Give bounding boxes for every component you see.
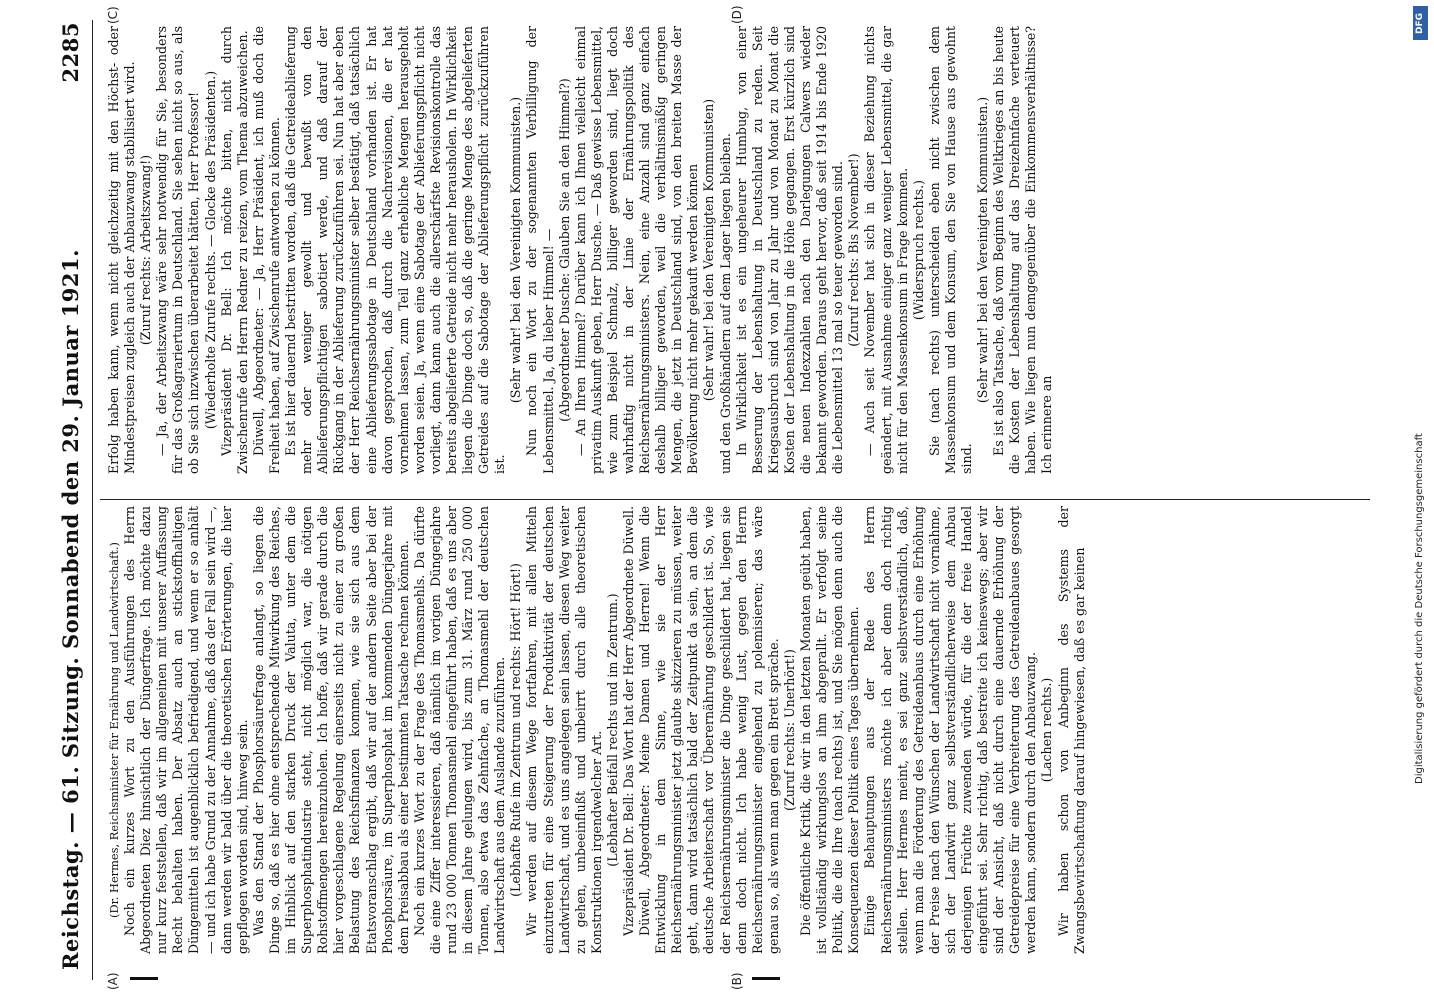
paragraph: Wir haben schon von Anbeginn des Systems der Zwangsbewirtschaftung darauf hingewiesen, daß es gar keinen [1055,506,1087,954]
margin-marker-b: (B) [730,972,744,990]
paragraph: Düwell, Abgeordneter: — Ja, Herr Präsident, ich muß doch die Freiheit haben, auf Zwischenrufe antworten zu können. [250,26,282,474]
paragraph: Erfolg haben kann, wenn nicht gleichzeitig mit den Höchst- oder Mindestpreisen zugleich auch der Anbauzwang stabilisiert wird. [106,26,138,474]
speaker-line: (Dr. Hermes, Reichsminister für Ernährung und Landwirtschaft.) [107,542,121,918]
interjection: (Lachen rechts.) [1039,677,1055,783]
interjection: (Sehr wahr! bei den Vereinigten Kommunisten.) [975,96,991,404]
paragraph: Was den Stand der Phosphorsäurefrage anlangt, so liegen die Dinge so, daß es hier ohne entsprechende Mitwirkung des Reiches, im Hinblick auf den starken Druck der Valuta, unter dem die Superphosphatindustrie steht, nicht möglich war, die nötigen Rohstoffmengen hereinzuholen. Ich hoffe, daß wir gerade durch die hier vorgeschlagene Regelung einerseits nicht zu einer zu großen Belastung des Reichsfinanzen kommen, wie sie sich aus dem Etatsvoranschlag ergibt, daß wir auf der andern Seite aber bei der Phosphorsäure, im Superphosphat im kommenden Düngerjahre mit dem Preisabbau als einer bestimmten Tatsache rechnen können. [250,506,411,954]
paragraph: Einige Behauptungen aus der Rede des Herrn Reichsernährungsministers möchte ich aber denn doch richtig stellen. Herr Hermes meint, es sei ganz selbstverständlich, daß, wenn man die Förderung des Getreideanbaus durch eine Erhöhung der Preise nach den Wünschen der Landwirtschaft nicht vornähme, sich der Landwirt ganz selbstverständlicherweise dem Anbau derjenigen Früchte zuwenden würde, für die der freie Handel eingeführt sei. Sehr richtig, daß bestreite ich keineswegs; aber wir sind der Ansicht, daß nicht durch eine dauernde Erhöhung der Getreidepreise für eine Verbreiterung des Getreideanbaues gesorgt werden kann, sondern durch den Anbauzwang. [862,506,1039,954]
interjection: (Zuruf rechts: Arbeitszwang!) [138,154,154,346]
paragraph: und den Großhändlern auf dem Lager liegen bleiben. [717,133,733,474]
interjection: (Zuruf rechts: Bis November!) [846,153,862,347]
margin-marker-c: (C) [106,6,120,24]
paragraph: Noch ein kurzes Wort zu den Ausführungen des Herrn Abgeordneten Diez hinsichtlich der Düngerfrage. Ich möchte dazu nur kurz feststellen, daß wir im allgemeinen mit unserer Auffassung Recht behalten haben. Der Absatz auch an stickstoffhaltigen Düngemitteln ist augenblicklich befriedigend, und wenn er so anhält — und ich habe Grund zu der Annahme, daß das der Fall sein wird —, dann werden wir bald über die theoretischen Erörterungen, die hier gepflogen worden sind, hinweg sein. [122,506,250,954]
right-column [106,26,1368,474]
paragraph: Nun noch ein Wort zu der sogenannten Verbilligung der Lebensmittel. Ja, du lieber Himmel! — [524,26,556,474]
interjection: (Sehr wahr! bei den Vereinigten Kommunisten) [701,98,717,402]
paragraph: — Auch seit November hat sich in dieser Beziehung nichts geändert, mit Ausnahme einiger ganz weniger Lebensmittel, die gar nicht für den Massenkonsum in Frage kommen. [862,26,910,474]
paragraph: Es ist also Tatsache, daß vom Beginn des Weltkrieges an bis heute die Kosten der Lebenshaltung auf das Dreizehnfache verteuert haben. Wie liegen nun demgegenüber die Einkommensverhältnisse? Ich erinnere an [991,26,1055,474]
paragraph: In Wirklichkeit ist es ein ungeheurer Humbug, von einer Besserung der Lebenshaltung in Deutschland zu reden. Seit Kriegsausbruch sind von Jahr zu Jahr und von Monat zu Monat die Kosten der Lebenshaltung in die Höhe gegangen. Erst kürzlich sind die neuen Indexzahlen nach den Darlegungen Calwers wieder bekannt geworden. Daraus geht hervor, daß seit 1914 bis Ende 1920 die Lebensmittel 13 mal so teuer geworden sind. [733,26,846,474]
page-title: Reichstag. — 61. Sitzung. Sonnabend den 29. Januar 1921. [58,249,83,970]
margin-marker-a: (A) [106,972,120,990]
page-number: 2285 [58,22,83,83]
interjection: (Lebhafter Beifall rechts und im Zentrum.) [604,593,620,867]
left-column [106,506,1368,954]
margin-marker-d: (D) [730,5,744,24]
paragraph: Düwell, Abgeordneter: Meine Damen und Herren! Wenn die Entwicklung in dem Sinne, wie sie der Herr Reichsernährungsminister jetzt glaubte skizzieren zu müssen, weiter geht, dann wird tatsächlich bald der Zeitpunkt da sein, an dem die deutsche Arbeiterschaft vor Überernährung geschildert ist. So, wie der Reichsernährungsminister die Dinge geschildert hat, liegen sie denn doch nicht. Ich habe wenig Lust, gegen den Herrn Reichsernährungsminister eingehend zu polemisieren; das wäre genau so, als wenn man gegen ein Brett spräche. [637,506,781,954]
column-divider [100,499,1370,500]
paragraph: Wir werden auf diesem Wege fortfahren, mit allen Mitteln einzutreten für eine Steigerung der Produktivität der deutschen Landwirtschaft, und es uns angelegen sein lassen, diesen Weg weiter zu gehen, unbeeinflußt und unbeirrt durch alle theoretischen Konstruktionen irgendwelcher Art. [524,506,604,954]
paragraph: Sie (nach rechts) unterscheiden eben nicht zwischen dem Massenkonsum und dem Konsum, den Sie von Hause aus gewohnt sind. [926,26,974,474]
header-rule [92,20,93,980]
interjection: (Abgeordneter Dusche: Glauben Sie an den Himmel?) [556,78,572,422]
margin-rule-a [130,977,158,980]
interjection: (Widerspruch rechts.) [910,179,926,321]
paragraph: Vizepräsident Dr. Bell: Das Wort hat der Herr Abgeordnete Düwell. [621,506,636,936]
dfg-logo: DFG [1413,6,1428,40]
paragraph: Die öffentliche Kritik, die wir in den letzten Monaten geübt haben, ist vollständig wirkungslos an ihm abgeprallt. Er verfolgt seine Politik, die die Ihre (nach rechts) ist, und Sie mögen denn auch die Konsequenzen dieser Politik eines Tages übernehmen. [798,506,862,954]
margin-rule-b [752,977,780,980]
dfg-attribution-text: Digitalisierung gefördert durch die Deutsche Forschungsgemeinschaft [1414,433,1425,784]
newspaper-page [40,0,1385,1000]
interjection: (Lebhafte Rufe im Zentrum und rechts: Hört! Hört!) [508,563,524,897]
interjection: (Sehr wahr! bei den Vereinigten Kommunisten.) [508,96,524,404]
paragraph: Vizepräsident Dr. Bell: Ich möchte bitten, nicht durch Zwischenrufe den Herrn Redner zu reizen, vom Thema abzuweichen. [218,26,250,474]
dfg-attribution [1411,0,1433,1000]
interjection: (Zuruf rechts: Unerhört!) [781,649,797,811]
running-head [58,0,88,1000]
interjection: (Wiederholte Zurufe rechts. — Glocke des Präsidenten.) [202,70,218,430]
paragraph: Noch ein kurzes Wort zu der Frage des Thomasmehls. Da dürfte die eine Ziffer interessieren, daß nämlich im vorigen Düngerjahre rund 23 000 Tonnen Thomasmehl eingeführt haben, daß es uns aber in diesem Jahre gelungen wird, bis zum 31. März rund 250 000 Tonnen, also etwa das Zehnfache, an Thomasmehl der deutschen Landwirtschaft aus dem Auslande zuzuführen. [411,506,508,954]
paragraph: — Ja, der Arbeitszwang wäre sehr notwendig für Sie, besonders für das Großagrariertum in Deutschland. Sie sehen nicht so aus, als ob Sie sich inzwischen überarbeitet hätten, Herr Professor! [154,26,202,474]
paragraph: Es ist hier dauernd bestritten worden, daß die Getreideablieferung mehr oder weniger gewollt und bewußt von den Ablieferungspflichtigen sabotiert werde, und daß darauf der Rückgang in der Ablieferung zurückzuführen sei. Nun hat aber eben der Herr Reichsernährungsminister selber bestätigt, daß tatsächlich eine Ablieferungssabotage in Deutschland vorhanden ist. Er hat davon gesprochen, daß durch die Nachrevisionen, die er hat vornehmen lassen, zum Teil ganz erhebliche Mengen herausgeholt worden seien. Ja, wenn eine Sabotage der Ablieferungspflicht nicht vorliegt, dann kann auch die allerschärfste Revisionskontrolle das bereits abgelieferte Getreide nicht mehr herausholen. In Wirklichkeit liegen die Dinge doch so, daß die geringe Menge des abgelieferten Getreides auf die Sabotage der Ablieferungspflicht zurückzuführen ist. [283,26,508,474]
paragraph: — An Ihren Himmel? Darüber kann ich Ihnen vielleicht einmal privatim Auskunft geben, Herr Dusche. — Daß gewisse Lebensmittel, wie zum Beispiel Schmalz, billiger geworden sind, liegt doch wahrhaftig nicht in der Linie der Ernährungspolitik des Reichsernährungsministers. Nein, eine Anzahl sind ganz einfach deshalb billiger geworden, weil die verhältnismäßig geringen Mengen, die jetzt in Deutschland sind, von den breiten Masse der Bevölkerung nicht mehr gekauft werden können [572,26,701,474]
